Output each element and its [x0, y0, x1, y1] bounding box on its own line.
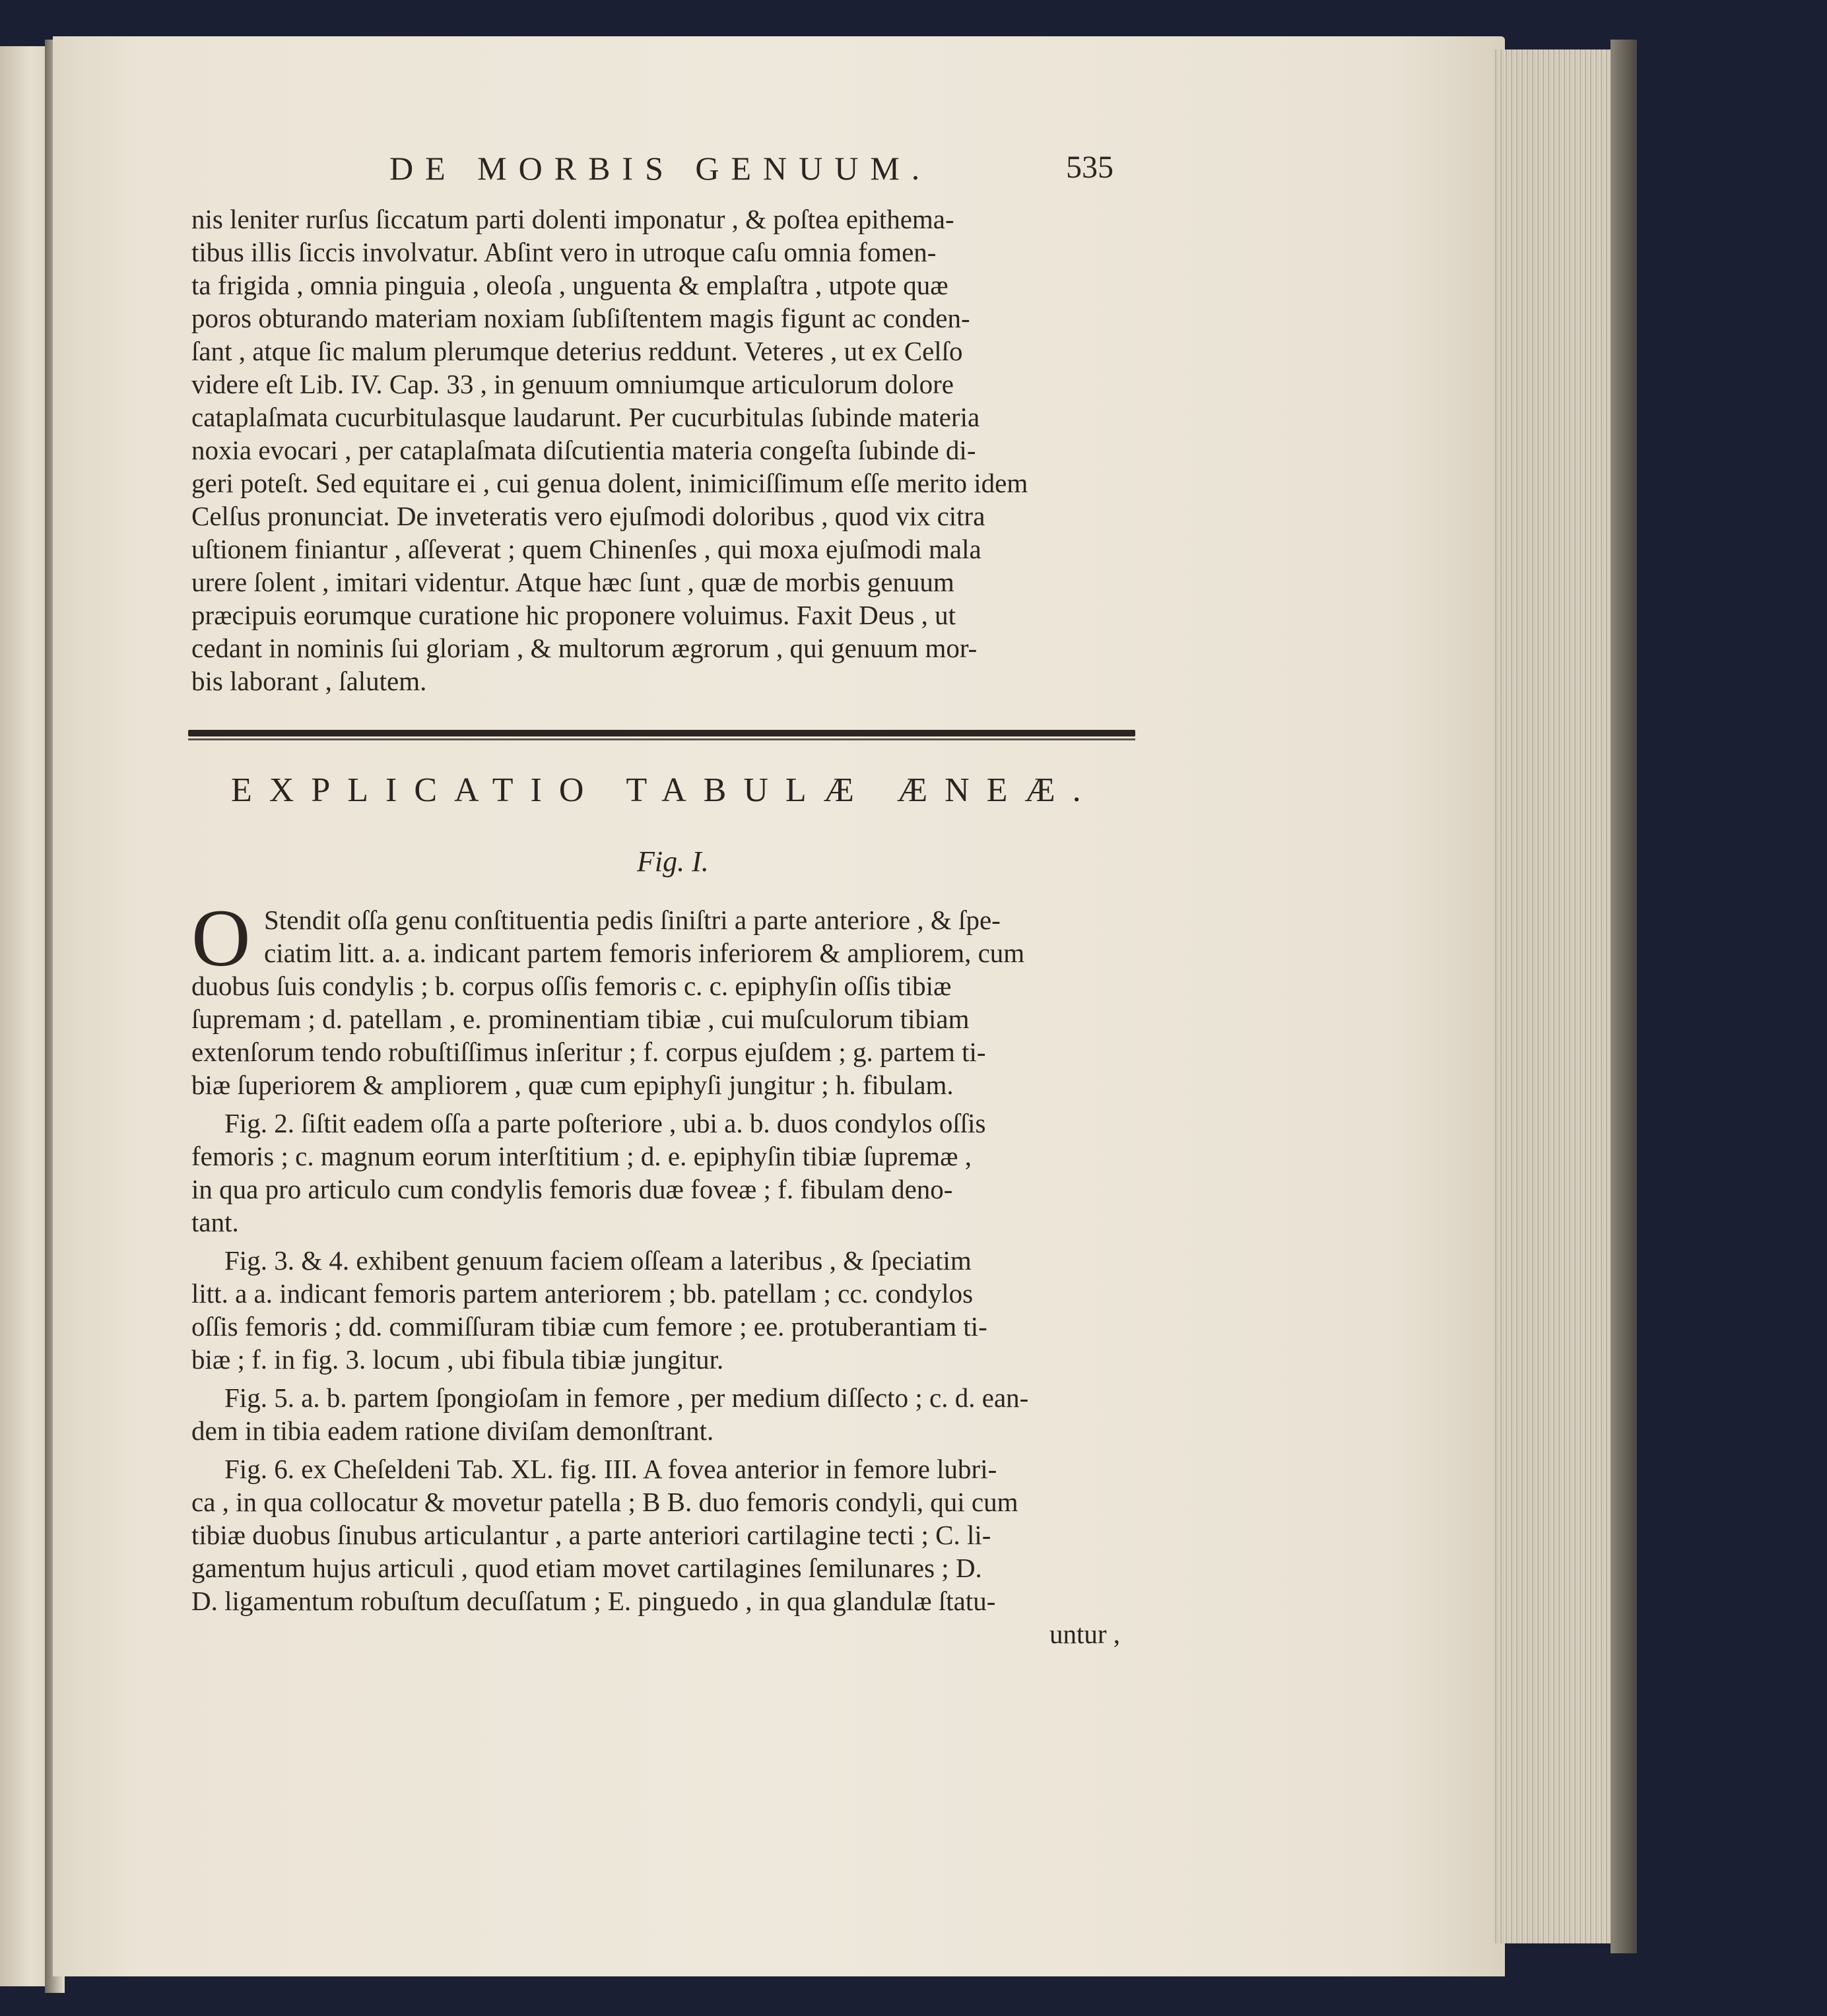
running-head-title: DE MORBIS GENUUM. [389, 150, 932, 187]
explanation-line: duobus ſuis condylis ; b. corpus oſſis femoris c. c. epiphyſin oſſis tibiæ [191, 971, 952, 1001]
body-line: ſant , atque ſic malum plerumque deterius reddunt. Veteres , ut ex Celſo [191, 336, 963, 366]
explanation-line: dem in tibia eadem ratione diviſam demonſtrant. [191, 1415, 714, 1446]
section-rule-thin [188, 738, 1135, 740]
body-line: tibus illis ſiccis involvatur. Abſint vero in utroque caſu omnia fomen- [191, 237, 937, 267]
section-rule [188, 730, 1135, 736]
explanation-line: extenſorum tendo robuſtiſſimus inſeritur ; f. corpus ejuſdem ; g. partem ti- [191, 1037, 986, 1067]
explanation-line: tant. [191, 1207, 239, 1237]
body-line: uſtionem finiantur , aſſeverat ; quem Chinenſes , qui moxa ejuſmodi mala [191, 534, 981, 564]
explanation-line: D. ligamentum robuſtum decuſſatum ; E. pinguedo , in qua glandulæ ſtatu- [191, 1586, 996, 1616]
body-line: cedant in nominis ſui gloriam , & multorum ægrorum , qui genuum mor- [191, 633, 978, 663]
explanation-line: Fig. 5. a. b. partem ſpongioſam in femore , per medium diſſecto ; c. d. ean- [224, 1382, 1029, 1413]
body-line: noxia evocari , per cataplaſmata diſcutientia materia congeſta ſubinde di- [191, 435, 976, 465]
body-line: nis leniter rurſus ſiccatum parti dolenti imponatur , & poſtea epithema- [191, 204, 954, 234]
page-number: 535 [1066, 150, 1113, 185]
explanation-line: Fig. 6. ex Cheſeldeni Tab. XL. fig. III. A fovea anterior in femore lubri- [224, 1454, 997, 1484]
explanation-line: femoris ; c. magnum eorum interſtitium ; d. e. epiphyſin tibiæ ſupremæ , [191, 1141, 972, 1171]
body-line: præcipuis eorumque curatione hic proponere voluimus. Faxit Deus , ut [191, 600, 956, 630]
explanation-line: biæ ; f. in fig. 3. locum , ubi fibula tibiæ jungitur. [191, 1344, 724, 1375]
body-line: videre eſt Lib. IV. Cap. 33 , in genuum omniumque articulorum dolore [191, 369, 954, 399]
explanation-line: ca , in qua collocatur & movetur patella ; B B. duo femoris condyli, qui cum [191, 1487, 1018, 1517]
explanation-line: Fig. 2. ſiſtit eadem oſſa a parte poſteriore , ubi a. b. duos condylos oſſis [224, 1108, 986, 1138]
cover-edge [1611, 40, 1637, 1953]
explanation-line: biæ ſuperiorem & ampliorem , quæ cum epiphyſi jungitur ; h. fibulam. [191, 1070, 954, 1100]
body-line: cataplaſmata cucurbitulasque laudarunt. Per cucurbitulas ſubinde materia [191, 402, 980, 432]
explanation-line: oſſis femoris ; dd. commiſſuram tibiæ cum femore ; ee. protuberantiam ti- [191, 1311, 987, 1342]
explanation-line: Fig. 3. & 4. exhibent genuum faciem oſſeam a lateribus , & ſpeciatim [224, 1245, 972, 1276]
explanation-line: litt. a a. indicant femoris partem anteriorem ; bb. patellam ; cc. condylos [191, 1278, 974, 1309]
body-line: Celſus pronunciat. De inveteratis vero ejuſmodi doloribus , quod vix citra [191, 501, 985, 531]
explanation-line: gamentum hujus articuli , quod etiam movet cartilagines ſemilunares ; D. [191, 1553, 982, 1583]
page-block-edge [1493, 49, 1622, 1943]
explanation-line: ciatim litt. a. a. indicant partem femoris inferiorem & ampliorem, cum [264, 938, 1025, 968]
body-line: urere ſolent , imitari videntur. Atque hæc ſunt , quæ de morbis genuum [191, 567, 954, 597]
body-line: poros obturando materiam noxiam ſubſiſtentem magis figunt ac conden- [191, 303, 970, 333]
body-line: ta frigida , omnia pinguia , oleoſa , unguenta & emplaſtra , utpote quæ [191, 270, 948, 300]
explanation-line: in qua pro articulo cum condylis femoris duæ foveæ ; f. fibulam deno- [191, 1174, 953, 1204]
explanation-line: Stendit oſſa genu conſtituentia pedis ſiniſtri a parte anteriore , & ſpe- [264, 905, 1001, 935]
body-line: geri poteſt. Sed equitare ei , cui genua dolent, inimiciſſimum eſſe merito idem [191, 468, 1028, 498]
catchword: untur , [1049, 1619, 1121, 1649]
explanation-line: tibiæ duobus ſinubus articulantur , a parte anteriori cartilagine tecti ; C. li- [191, 1520, 991, 1550]
explanation-line: ſupremam ; d. patellam , e. prominentiam tibiæ , cui muſculorum tibiam [191, 1004, 970, 1034]
figure-heading: Fig. I. [637, 845, 709, 878]
section-title: EXPLICATIO TABULÆ ÆNEÆ. [231, 771, 1098, 809]
drop-cap: O [191, 893, 251, 983]
body-line: bis laborant , ſalutem. [191, 666, 427, 696]
